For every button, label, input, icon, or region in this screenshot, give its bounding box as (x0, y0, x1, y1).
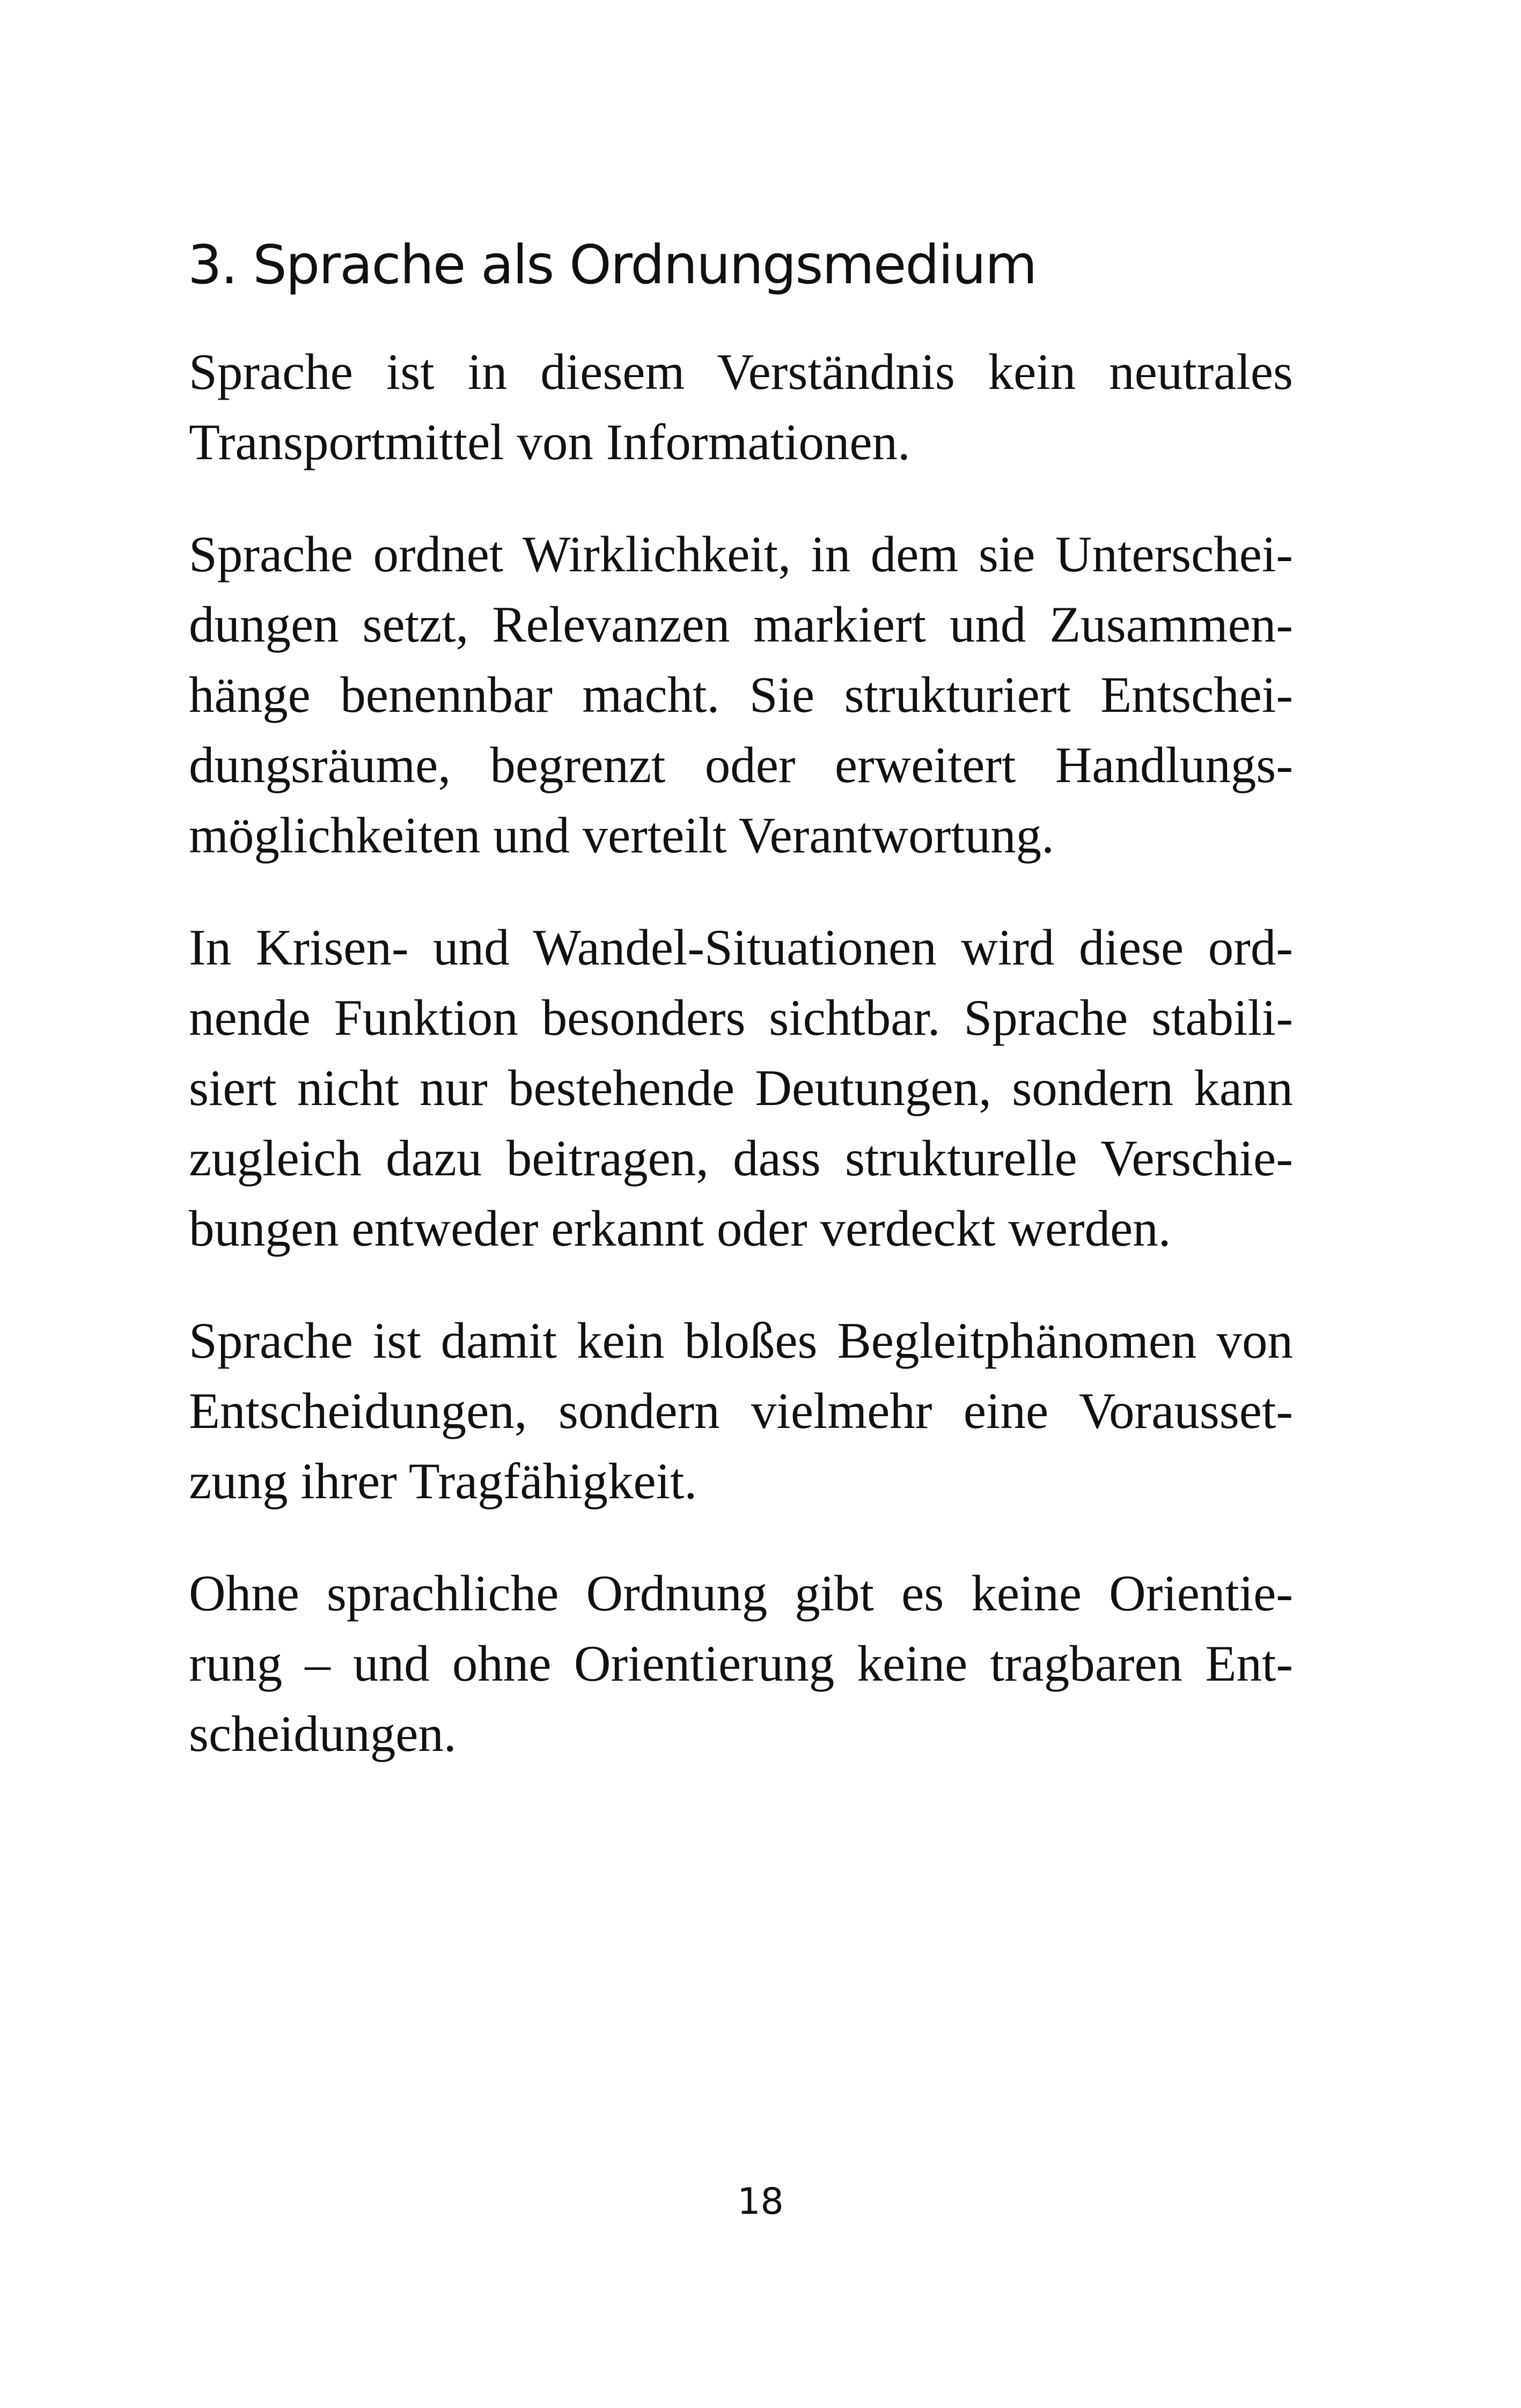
paragraph-5 (189, 1558, 1293, 1769)
paragraph-line: Ohne sprachliche Ordnung gibt es keine Orientie- (189, 1565, 1293, 1622)
paragraph-line: bungen entweder erkannt oder verdeckt werden. (189, 1200, 1171, 1257)
body-text (189, 337, 1293, 1811)
paragraph-line: zugleich dazu beitragen, dass strukturelle Verschie- (189, 1130, 1293, 1187)
paragraph-line: siert nicht nur bestehende Deutungen, sondern kann (189, 1059, 1293, 1116)
paragraph-line: Sprache ist in diesem Verständnis kein neutrales (189, 343, 1293, 400)
page-number: 18 (737, 2181, 784, 2223)
paragraph-line: scheidungen. (189, 1705, 457, 1762)
paragraph-3 (189, 912, 1293, 1264)
paragraph-line: Sprache ordnet Wirklichkeit, in dem sie Unterschei- (189, 526, 1293, 583)
paragraph-line: dungen setzt, Relevanzen markiert und Zusammen- (189, 596, 1293, 653)
paragraph-line: Transportmittel von Informationen. (189, 414, 910, 470)
section-heading: 3. Sprache als Ordnungsmedium (188, 233, 1037, 296)
paragraph-line: nende Funktion besonders sichtbar. Sprache stabili- (189, 989, 1293, 1046)
paragraph-1 (189, 337, 1293, 477)
paragraph-line: zung ihrer Tragfähigkeit. (189, 1453, 697, 1509)
paragraph-line: möglichkeiten und verteilt Verantwortung. (189, 807, 1054, 864)
paragraph-line: hänge benennbar macht. Sie strukturiert Entschei- (189, 666, 1293, 723)
paragraph-line: dungsräume, begrenzt oder erweitert Handlungs- (189, 737, 1293, 793)
paragraph-line: Sprache ist damit kein bloßes Begleitphänomen von (189, 1312, 1293, 1369)
paragraph-line: Entscheidungen, sondern vielmehr eine Vorausset- (189, 1382, 1293, 1439)
paragraph-4 (189, 1306, 1293, 1516)
paragraph-line: rung – und ohne Orientierung keine tragbaren Ent- (189, 1635, 1293, 1692)
paragraph-2 (189, 519, 1293, 871)
paragraph-line: In Krisen- und Wandel-Situationen wird diese ord- (189, 919, 1293, 976)
